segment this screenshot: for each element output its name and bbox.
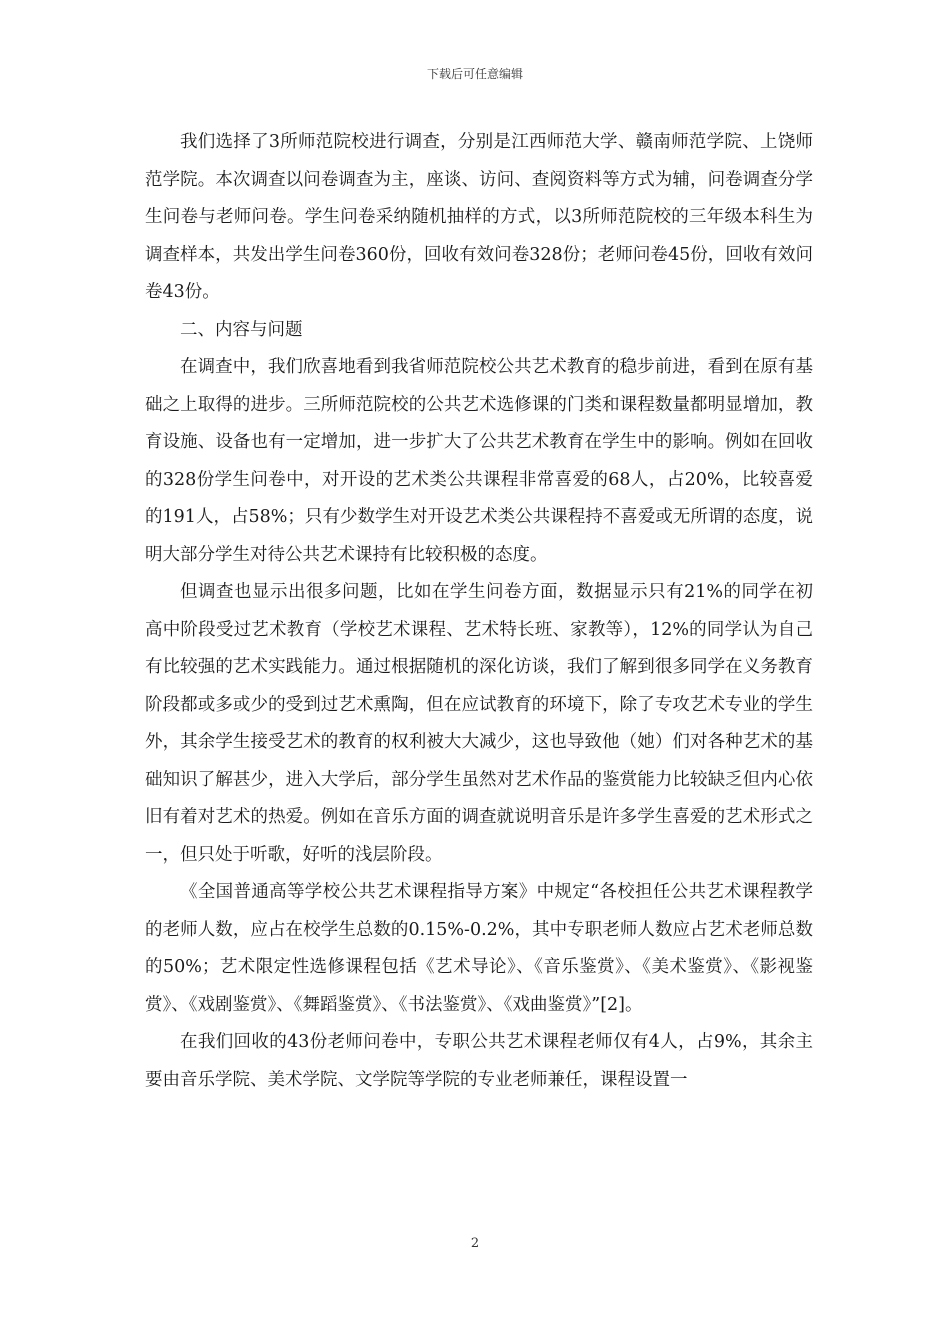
paragraph-survey-method: 我们选择了3所师范院校进行调查，分别是江西师范大学、赣南师范学院、上饶师范学院。本次调查以问卷调查为主，座谈、访问、查阅资料等方式为辅，问卷调查分学生问卷与老师问卷。学生问卷采纳随机抽样的方式，以3所师范院校的三年级本科生为调查样本，共发出学生问卷360份，回收有效问卷328份；老师问卷45份，回收有效问卷43份。	[145, 132, 813, 302]
page-header: 下载后可任意编辑	[426, 67, 523, 81]
paragraph-guideline-quote: 《全国普通高等学校公共艺术课程指导方案》中规定“各校担任公共艺术课程教学的老师人数，应占在校学生总数的0.15%-0.2%，其中专职老师人数应占艺术老师总数的50%；艺术限定性选修课程包括《艺术导论》、《音乐鉴赏》、《美术鉴赏》、《影视鉴赏》、《戏剧鉴赏》、《舞蹈鉴赏》、《书法鉴赏》、《戏曲鉴赏》”[2]。	[145, 882, 813, 1015]
paragraph-progress: 在调查中，我们欣喜地看到我省师范院校公共艺术教育的稳步前进，看到在原有基础之上取得的进步。三所师范院校的公共艺术选修课的门类和课程数量都明显增加，教育设施、设备也有一定增加，进一步扩大了公共艺术教育在学生中的影响。例如在回收的328份学生问卷中，对开设的艺术类公共课程非常喜爱的68人，占20%，比较喜爱的191人，占58%；只有少数学生对开设艺术类公共课程持不喜爱或无所谓的态度，说明大部分学生对待公共艺术课持有比较积极的态度。	[145, 357, 813, 565]
document-body	[145, 124, 813, 1099]
page-number: 2	[470, 1236, 480, 1251]
section-heading: 二、内容与问题	[180, 319, 303, 340]
paragraph-problems: 但调查也显示出很多问题，比如在学生问卷方面，数据显示只有21%的同学在初高中阶段受过艺术教育（学校艺术课程、艺术特长班、家教等），12%的同学认为自己有比较强的艺术实践能力。通过根据随机的深化访谈，我们了解到很多同学在义务教育阶段都或多或少的受到过艺术熏陶，但在应试教育的环境下，除了专攻艺术专业的学生外，其余学生接受艺术的教育的权利被大大减少，这也导致他（她）们对各种艺术的基础知识了解甚少，进入大学后，部分学生虽然对艺术作品的鉴赏能力比较缺乏但内心依旧有着对艺术的热爱。例如在音乐方面的调查就说明音乐是许多学生喜爱的艺术形式之一，但只处于听歌，好听的浅层阶段。	[145, 582, 813, 865]
paragraph-teacher-survey: 在我们回收的43份老师问卷中，专职公共艺术课程老师仅有4人，占9%，其余主要由音乐学院、美术学院、文学院等学院的专业老师兼任，课程设置一	[145, 1032, 813, 1090]
